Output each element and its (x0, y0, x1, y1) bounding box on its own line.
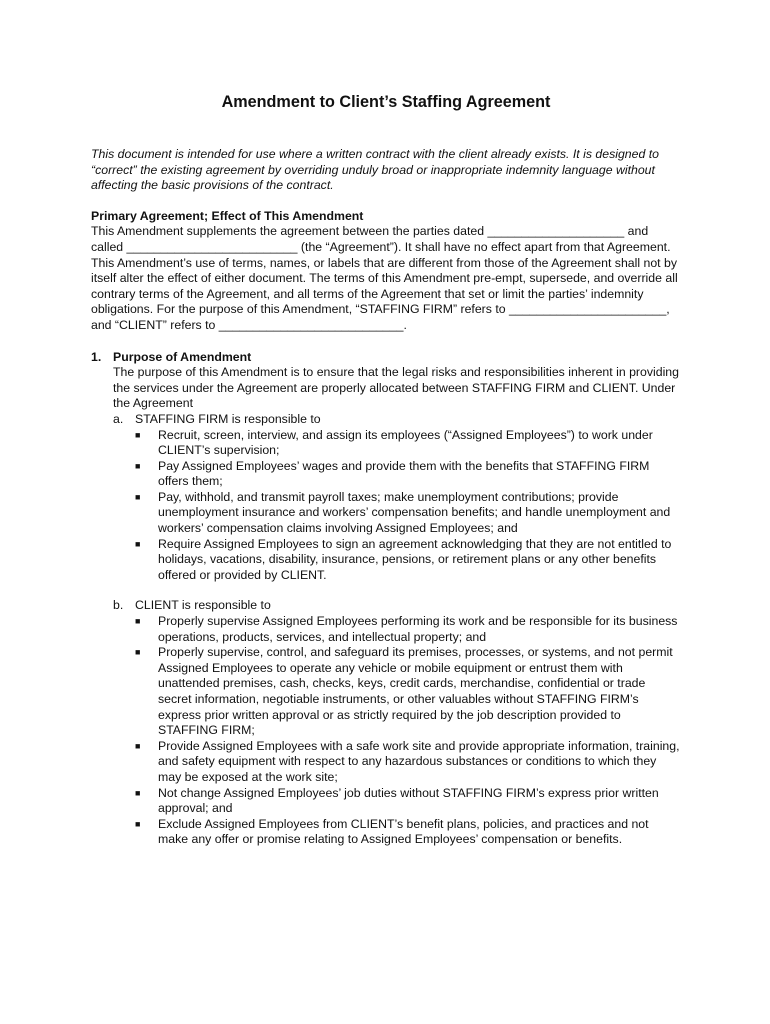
document-page (91, 92, 681, 848)
subsection-a (113, 412, 681, 584)
list-item-text: Require Assigned Employees to sign an agreement acknowledging that they are not entitled to holidays, vacations, disability, insurance, pensions, or retirement plans or any other benefits offered or provided by CLIENT. (158, 536, 672, 582)
list-item-text: Pay, withhold, and transmit payroll taxes; make unemployment contributions; provide unemployment insurance and workers’ compensation benefits; and handle unemployment and workers’ compensation claims involving Assigned Employees; and (158, 489, 671, 536)
list-item (135, 537, 681, 584)
intro-paragraph: This document is intended for use where a written contract with the client already exists. It is designed to “correct” the existing agreement by overriding unduly broad or inappropriate indemnity language without affecting the basic provisions of the contract. (91, 147, 659, 193)
square-bullet-icon: ■ (135, 818, 141, 829)
square-bullet-icon: ■ (135, 740, 141, 751)
subsection-a-list (135, 428, 681, 584)
subsection-a-lead: STAFFING FIRM is responsible to (135, 411, 321, 426)
section-1-number: 1. (91, 349, 102, 364)
subsection-b-list (135, 614, 681, 848)
list-item (135, 645, 681, 739)
subsection-a-letter: a. (113, 411, 124, 426)
section-1-heading: Purpose of Amendment (113, 349, 252, 364)
list-item-text: Provide Assigned Employees with a safe work site and provide appropriate information, training, and safety equipment with respect to any hazardous substances or conditions to which they may be exposed at the work site; (158, 738, 680, 784)
list-item (135, 817, 681, 848)
list-item (135, 786, 681, 817)
subsection-b-letter: b. (113, 598, 124, 613)
list-item-text: Properly supervise Assigned Employees performing its work and be responsible for its business operations, products, services, and intellectual property; and (158, 614, 678, 644)
list-item (135, 428, 681, 459)
list-item-text: Properly supervise, control, and safeguard its premises, processes, or systems, and not permit Assigned Employees to operate any vehicle or mobile equipment or entrust them with unattended premises, cash, checks, keys, credit cards, merchandise, confidential or trade secret information, negotiable instruments, or other valuables without STAFFING FIRM’s express prior written approval or as strictly required by the job description provided to STAFFING FIRM; (158, 645, 673, 738)
square-bullet-icon: ■ (135, 491, 141, 502)
list-item-text: Recruit, screen, interview, and assign its employees (“Assigned Employees”) to work under CLIENT’s supervision; (158, 427, 653, 458)
subsection-b (113, 598, 681, 848)
primary-agreement-body: This Amendment supplements the agreement between the parties dated ____________________ and called _________________________ (the “Agreement”). It shall have no effect apart from that Agreement. This Amendment’s use of terms, names, or labels that are different from those of the Agreement shall not by itself alter the effect of either document. The terms of this Amendment pre-empt, supersede, and override all contrary terms of the Agreement, and all terms of the Agreement that set or limit the parties’ indemnity obligations. For the purpose of this Amendment, “STAFFING FIRM” refers to _______________________, and “CLIENT” refers to ___________________________. (91, 224, 678, 332)
list-item (135, 490, 681, 537)
list-item (135, 459, 681, 490)
primary-agreement-heading: Primary Agreement; Effect of This Amendment (91, 208, 364, 223)
list-item-text: Pay Assigned Employees’ wages and provide them with the benefits that STAFFING FIRM offers them; (158, 458, 650, 489)
square-bullet-icon: ■ (135, 429, 141, 440)
square-bullet-icon: ■ (135, 616, 141, 627)
list-item (135, 614, 681, 645)
square-bullet-icon: ■ (135, 460, 141, 471)
list-item-text: Not change Assigned Employees’ job duties without STAFFING FIRM’s express prior written approval; and (158, 785, 659, 816)
section-1 (91, 350, 681, 848)
square-bullet-icon: ■ (135, 538, 141, 549)
square-bullet-icon: ■ (135, 647, 141, 658)
document-title: Amendment to Client’s Staffing Agreement (221, 93, 551, 111)
square-bullet-icon: ■ (135, 787, 141, 798)
list-item-text: Exclude Assigned Employees from CLIENT’s benefit plans, policies, and practices and not make any offer or promise relating to Assigned Employees’ compensation or benefits. (158, 816, 649, 847)
section-1-body: The purpose of this Amendment is to ensure that the legal risks and responsibilities inherent in providing the services under the Agreement are properly allocated between STAFFING FIRM and CLIENT. Under the Agreement (113, 365, 679, 411)
list-item (135, 739, 681, 786)
subsection-b-lead: CLIENT is responsible to (135, 598, 271, 613)
